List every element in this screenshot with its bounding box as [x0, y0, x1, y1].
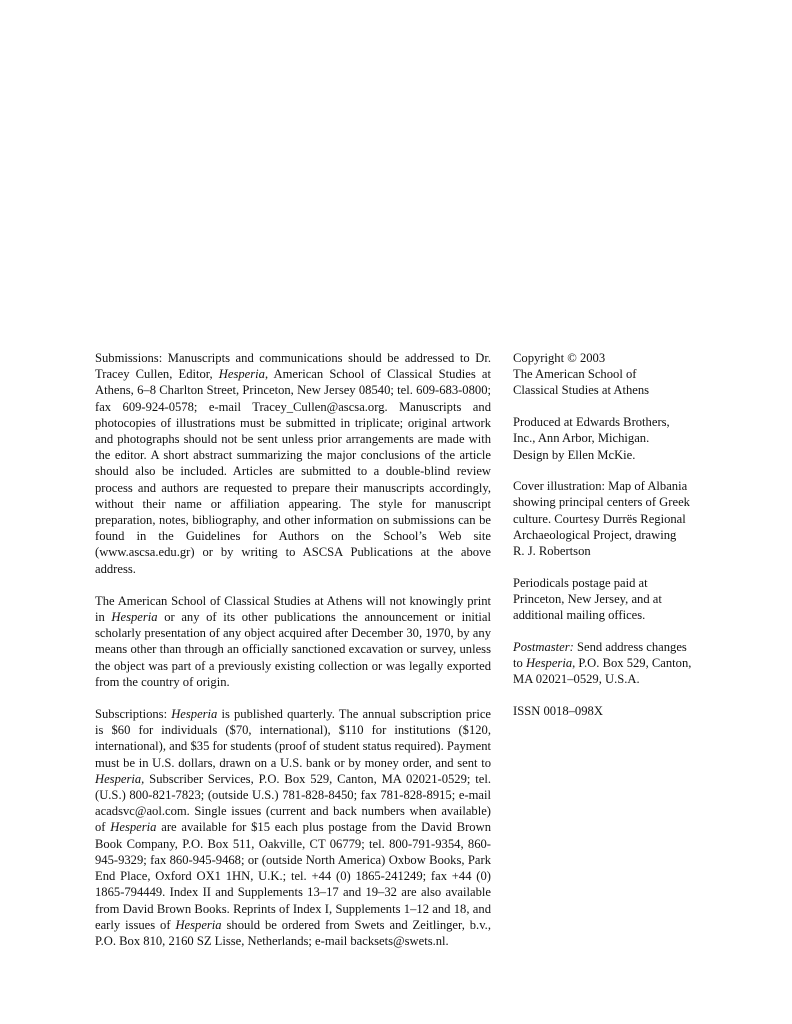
main-column	[95, 350, 491, 965]
copyright-block	[513, 350, 713, 399]
periodicals-line: Princeton, New Jersey, and at	[513, 591, 662, 606]
postmaster-text: , P.O. Box 529, Canton,	[572, 656, 692, 671]
production-line: Produced at Edwards Brothers,	[513, 415, 670, 430]
cover-line: R. J. Robertson	[513, 544, 591, 559]
postmaster-text: Send address changes	[573, 639, 687, 654]
subscriptions-text: are available for $15 each plus postage from the David Brown Book Company, P.O. Box 511, Oakville, CT 06779; tel. 800-791-9354, 860-945-9329; fax 860-945-9468; or (outside North America) Oxbow Books, Park End Place, Oxford OX1 1HN, U.K.; tel. +44 (0) 1865-241249; fax +44 (0) 1865-794449. Index II and Supplements 13–17 and 19–32 are also available from David Brown Books. Reprints of Index I, Supplements 1–12 and 18, and early issues of	[95, 820, 491, 932]
periodicals-block	[513, 575, 713, 624]
subscriptions-text: is published quarterly. The annual subscription price is $60 for individuals ($70, international), $110 for institutions ($120, international), and $35 for students (proof of student status required). Payment must be in U.S. dollars, drawn on a U.S. bank or by money order, and sent to	[95, 707, 491, 770]
policy-text: The American School of Classical Studies at Athens will not knowingly print in	[95, 593, 491, 625]
cover-illustration-block	[513, 478, 713, 559]
journal-title: Hesperia	[525, 656, 573, 671]
issn-number: ISSN 0018–098X	[513, 703, 603, 718]
postmaster-block	[513, 639, 713, 688]
periodicals-line: Periodicals postage paid at	[513, 575, 648, 590]
submissions-paragraph	[95, 350, 491, 577]
production-line: Inc., Ann Arbor, Michigan.	[513, 431, 650, 446]
copyright-line: Copyright © 2003	[513, 351, 606, 365]
copyright-line: The American School of	[513, 367, 637, 382]
journal-title: Hesperia	[111, 610, 158, 625]
subscriptions-text: Subscriptions:	[95, 707, 172, 722]
cover-line: showing principal centers of Greek	[513, 495, 690, 510]
journal-title: Hesperia	[171, 707, 218, 722]
journal-title: Hesperia,	[95, 771, 145, 786]
policy-text-cont: or any of its other publications the announcement or initial scholarly presentation of any object acquired after December 30, 1970, by any means other than through an officially sanctioned excavation or survey, unless the object was part of a previously existing collection or was legally exported from the country of origin.	[95, 610, 491, 689]
sidebar-column	[513, 350, 713, 735]
submissions-text: Submissions: Manuscripts and communications should be addressed to Dr. Tracey Cullen, Editor,	[95, 351, 491, 382]
postmaster-line	[513, 639, 713, 655]
subscriptions-text: Subscriber Services, P.O. Box 529, Canton, MA 02021-0529; tel. (U.S.) 800-821-7823; (outside U.S.) 781-828-8450; fax 781-828-8915; e-mail acadsvc@aol.com. Single issues (current and back numbers when available) of	[95, 771, 491, 835]
postmaster-label: Postmaster:	[513, 639, 574, 654]
cover-line: Cover illustration: Map of Albania	[513, 479, 688, 494]
cover-line: Archaeological Project, drawing	[513, 527, 677, 542]
policy-paragraph	[95, 593, 491, 690]
submissions-text-cont: , American School of Classical Studies at Athens, 6–8 Charlton Street, Princeton, New Jersey 08540; tel. 609-683-0800; fax 609-924-0578; e-mail Tracey_Cullen@ascsa.org. Manuscripts and photocopies of illustrations must be submitted in triplicate; original artwork and photographs should not be sent unless prior arrangements are made with the editor. A short abstract summarizing the major conclusions of the article should also be included. Articles are submitted to a double-blind review process and authors are requested to prepare their manuscripts accordingly, without their name or affiliation appearing. The style for manuscript preparation, notes, bibliography, and other information on submissions can be found in the Guidelines for Authors on the School’s Web site (www.ascsa.edu.gr) or by writing to ASCSA Publications at the above address.	[95, 367, 491, 576]
journal-title: Hesperia	[175, 917, 222, 932]
production-block	[513, 414, 713, 463]
copyright-line: Classical Studies at Athens	[513, 383, 650, 398]
issn-block	[513, 703, 713, 719]
subscriptions-text: should be ordered from Swets and Zeitlinger, b.v., P.O. Box 810, 2160 SZ Lisse, Netherlands; e-mail backsets@swets.nl.	[95, 917, 491, 948]
subscriptions-paragraph	[95, 706, 491, 949]
production-line: Design by Ellen McKie.	[513, 447, 636, 462]
cover-line: culture. Courtesy Durrës Regional	[513, 511, 686, 526]
journal-title: Hesperia	[218, 367, 265, 382]
postmaster-line: MA 02021–0529, U.S.A.	[513, 672, 640, 687]
postmaster-line	[513, 655, 713, 671]
periodicals-line: additional mailing offices.	[513, 608, 646, 623]
journal-title: Hesperia	[110, 820, 157, 835]
postmaster-text: to	[513, 656, 526, 671]
